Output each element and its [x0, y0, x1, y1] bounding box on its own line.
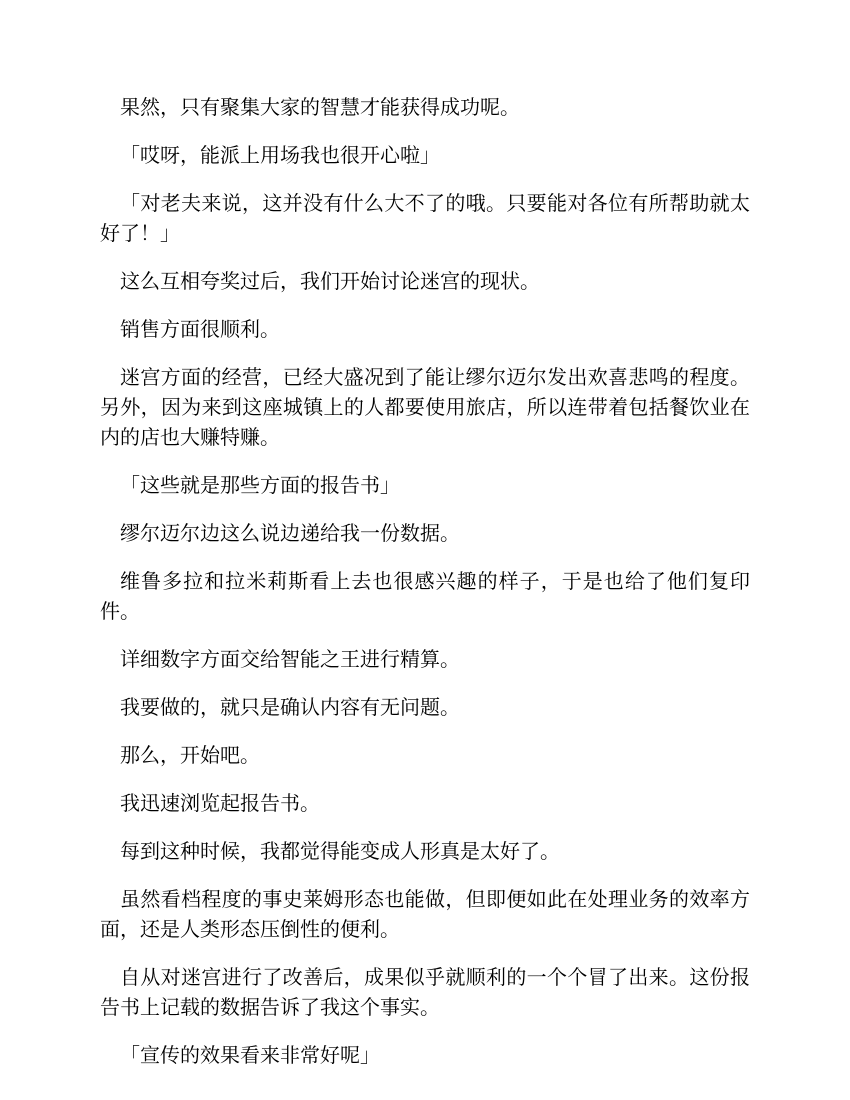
dialogue-paragraph: 「哎呀，能派上用场我也很开心啦」 — [120, 143, 440, 167]
paragraph: 果然，只有聚集大家的智慧才能获得成功呢。 — [120, 95, 520, 119]
paragraph: 每到这种时候，我都觉得能变成人形真是太好了。 — [120, 839, 560, 863]
paragraph: 详细数字方面交给智能之王进行精算。 — [120, 647, 460, 671]
paragraph: 维鲁多拉和拉米莉斯看上去也很感兴趣的样子，于是也给了他们复印件。 — [100, 569, 750, 623]
paragraph: 这么互相夸奖过后，我们开始讨论迷宫的现状。 — [120, 269, 540, 293]
paragraph: 自从对迷宫进行了改善后，成果似乎就顺利的一个个冒了出来。这份报告书上记载的数据告诉了我这个事实。 — [100, 965, 750, 1019]
paragraph: 我迅速浏览起报告书。 — [120, 791, 320, 815]
text-body — [100, 92, 750, 1088]
dialogue-paragraph: 「宣传的效果看来非常好呢」 — [120, 1043, 380, 1067]
paragraph: 缪尔迈尔边这么说边递给我一份数据。 — [120, 521, 460, 545]
paragraph: 我要做的，就只是确认内容有无问题。 — [120, 695, 460, 719]
dialogue-paragraph: 「这些就是那些方面的报告书」 — [120, 473, 400, 497]
paragraph: 迷宫方面的经营，已经大盛况到了能让缪尔迈尔发出欢喜悲鸣的程度。另外，因为来到这座城镇上的人都要使用旅店，所以连带着包括餐饮业在内的店也大赚特赚。 — [100, 365, 750, 449]
paragraph: 销售方面很顺利。 — [120, 317, 280, 341]
paragraph: 虽然看档程度的事史莱姆形态也能做，但即便如此在处理业务的效率方面，还是人类形态压倒性的便利。 — [100, 887, 750, 941]
paragraph: 那么，开始吧。 — [120, 743, 260, 767]
dialogue-paragraph: 「对老夫来说，这并没有什么大不了的哦。只要能对各位有所帮助就太好了！」 — [100, 191, 750, 245]
